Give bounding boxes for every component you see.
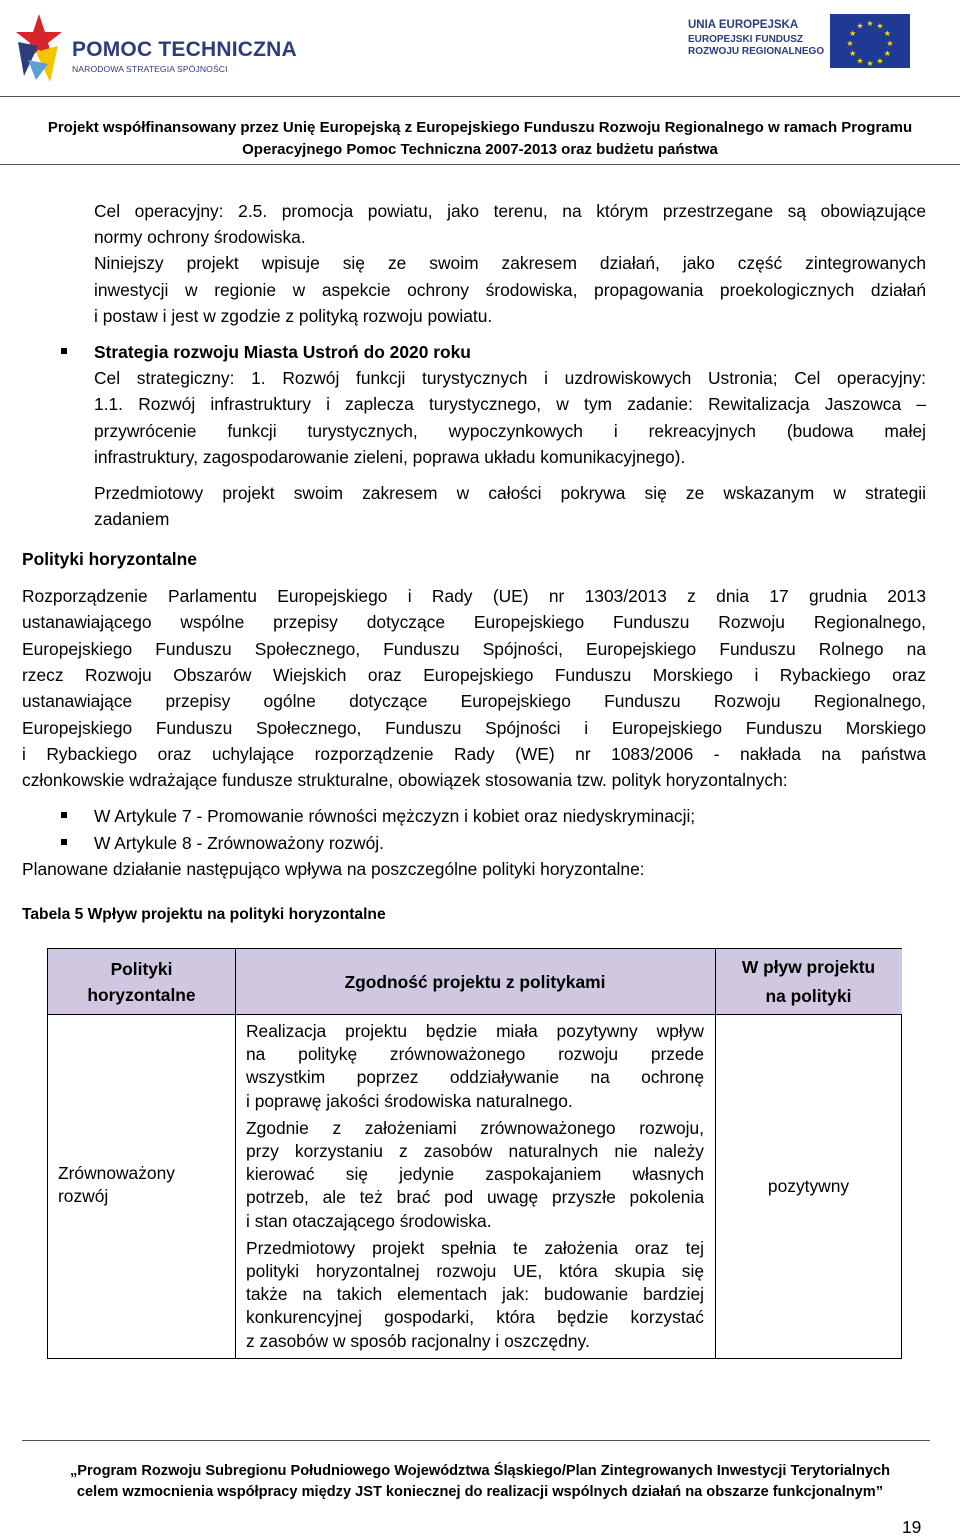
star-logo-icon <box>14 12 64 84</box>
table-row-policy <box>58 1162 228 1208</box>
svg-text:★: ★ <box>876 56 884 66</box>
para3-line3: także na takich elementach jak: budowanie bardziej <box>246 1284 704 1305</box>
regulation-line2: ustanawiającego wspólne przepisy dotyczące Europejskiego Funduszu Rozwoju Regionalnego, <box>22 612 926 632</box>
eu-text-line2: EUROPEJSKI FUNDUSZ <box>688 34 804 45</box>
eu-text-line3: ROZWOJU REGIONALNEGO <box>688 46 825 57</box>
svg-text:★: ★ <box>856 56 864 66</box>
eu-text-line1: UNIA EUROPEJSKA <box>688 19 799 31</box>
strategy-text-line2: 1.1. Rozwój infrastruktury i zaplecza turystycznego, w tym zadanie: Rewitalizacja Jaszowca – <box>94 394 926 414</box>
para3-line5: z zasobów w sposób racjonalny i oszczędny. <box>246 1330 590 1351</box>
table-header-impact <box>715 949 902 1014</box>
para1-line3: wszystkim poprzez oddziaływanie na ochronę <box>246 1067 704 1088</box>
footer-divider <box>22 1440 930 1441</box>
compliance-para-2 <box>246 1117 704 1233</box>
table-row-compliance <box>246 1020 704 1353</box>
table-header-policies <box>48 949 235 1014</box>
regulation-line6: Europejskiego Funduszu Społecznego, Funduszu Spójności i Europejskiego Funduszu Morskiego <box>22 718 926 738</box>
page-number: 19 <box>902 1517 922 1537</box>
para3-line1: Przedmiotowy projekt spełnia te założenia oraz tej <box>246 1237 704 1258</box>
svg-text:★: ★ <box>876 21 884 31</box>
table-header-rule <box>48 1014 901 1015</box>
regulation-line8: członkowskie wdrażające fundusze strukturalne, obowiązek stosowania tzw. polityk horyzontalnych: <box>22 770 788 790</box>
header-divider <box>0 96 960 97</box>
header-cofinancing-line2: Operacyjnego Pomoc Techniczna 2007-2013 oraz budżetu państwa <box>242 141 718 158</box>
para2-line5: i stan otaczającego środowiska. <box>246 1210 492 1231</box>
strategy-text-line3: przywrócenie funkcji turystycznych, wypoczynkowych i rekreacyjnych (budowa małej <box>94 421 926 441</box>
table-caption: Tabela 5 Wpływ projektu na polityki horyzontalne <box>22 906 386 923</box>
para2-line2: przy korzystaniu z zasobów naturalnych nie należy <box>246 1141 704 1162</box>
project-fit-line1: Niniejszy projekt wpisuje się ze swoim zakresem działań, jako część zintegrowanych <box>94 253 926 273</box>
table-header-compliance: Zgodność projektu z politykami <box>235 949 715 1014</box>
operational-goal-line1: Cel operacyjny: 2.5. promocja powiatu, jako terenu, na którym przestrzegane są obowiązujące <box>94 201 926 221</box>
table-col-rule-1 <box>235 949 236 1358</box>
compliance-para-3 <box>246 1237 704 1353</box>
svg-text:★: ★ <box>849 49 857 58</box>
regulation-line4: rzecz Rozwoju Obszarów Wiejskich oraz Europejskiego Funduszu Morskiego i Rybackiego oraz <box>22 665 926 685</box>
project-fit-line2: inwestycji w regionie w aspekcie ochrony środowiska, propagowania proekologicznych działań <box>94 280 926 300</box>
horizontal-policies-table <box>47 948 902 1359</box>
bullet-square-icon <box>61 812 67 818</box>
regulation-line1: Rozporządzenie Parlamentu Europejskiego i Rady (UE) nr 1303/2013 z dnia 17 grudnia 2013 <box>22 586 926 606</box>
svg-text:★: ★ <box>846 39 854 48</box>
table-col-rule-2 <box>715 949 716 1358</box>
footer-program-line2: celem wzmocnienia współpracy między JST koniecznej do realizacji wspólnych działań na obszarze funkcjonalnym” <box>76 1484 884 1500</box>
header-impact-line1: W pływ projektu <box>741 956 876 977</box>
para1-line2: na politykę zrównoważonego rozwoju przede <box>246 1044 704 1065</box>
bullet-article-7: W Artykule 7 - Promowanie równości mężczyzn i kobiet oraz niedyskryminacji; <box>94 806 696 826</box>
svg-text:★: ★ <box>856 21 864 31</box>
table-row-impact: pozytywny <box>767 1176 850 1196</box>
para2-line4: potrzeb, ale też brać pod uwagę przyszłe pokolenia <box>246 1187 704 1208</box>
header-cofinancing-line1: Projekt współfinansowany przez Unię Europejską z Europejskiego Funduszu Rozwoju Regionalnego w ramach Programu <box>47 119 913 136</box>
policy-line1: Zrównoważony <box>58 1163 175 1183</box>
coverage-line2: zadaniem <box>94 509 170 529</box>
para1-line1: Realizacja projektu będzie miała pozytywny wpływ <box>246 1021 704 1041</box>
para3-line4: konkurencyjnej gospodarki, która będzie korzystać <box>246 1307 704 1328</box>
strategy-text-line4: infrastruktury, zagospodarowanie zieleni, poprawa układu komunikacyjnego). <box>94 447 686 467</box>
svg-text:★: ★ <box>886 39 894 48</box>
eu-flag-icon <box>830 14 910 68</box>
compliance-para-1 <box>246 1020 704 1113</box>
logo-subtitle: NARODOWA STRATEGIA SPÓJNOŚCI <box>72 64 228 74</box>
para1-line4: i poprawę jakości środowiska naturalnego. <box>246 1090 573 1111</box>
header-policies-line2: horyzontalne <box>87 984 196 1005</box>
svg-text:★: ★ <box>883 29 891 38</box>
para3-line2: polityki horyzontalnej rozwoju UE, która skupia się <box>246 1261 704 1282</box>
pomoc-techniczna-logo <box>14 12 297 84</box>
regulation-line3: Europejskiego Funduszu Społecznego, Funduszu Spójności, Europejskiego Funduszu Rolnego na <box>22 639 926 659</box>
impact-intro: Planowane działanie następująco wpływa na poszczególne polityki horyzontalne: <box>22 859 645 879</box>
bullet-article-8: W Artykule 8 - Zrównoważony rozwój. <box>94 833 384 853</box>
logo-title: POMOC TECHNICZNA <box>72 38 297 61</box>
header-divider-bottom <box>0 164 960 165</box>
bullet-square-icon <box>61 839 67 845</box>
header-impact-line2: na polityki <box>765 985 852 1006</box>
bullet-square-icon <box>61 348 67 354</box>
svg-text:★: ★ <box>866 59 874 68</box>
section-heading: Polityki horyzontalne <box>22 549 197 569</box>
regulation-line5: ustanawiające przepisy ogólne dotyczące Europejskiego Funduszu Rozwoju Regionalnego, <box>22 691 926 711</box>
regulation-line7: i Rybackiego oraz uchylające rozporządzenie Rady (WE) nr 1083/2006 - nakłada na państwa <box>22 744 926 764</box>
svg-text:★: ★ <box>883 49 891 58</box>
policy-line2: rozwój <box>58 1186 109 1207</box>
footer-program-line1: „Program Rozwoju Subregionu Południowego Województwa Śląskiego/Plan Zintegrowanych Inwestycji Terytorialnych <box>69 1463 891 1479</box>
strategy-heading: Strategia rozwoju Miasta Ustroń do 2020 roku <box>94 342 471 362</box>
coverage-line1: Przedmiotowy projekt swoim zakresem w całości pokrywa się ze wskazanym w strategii <box>94 483 926 503</box>
svg-text:★: ★ <box>866 19 874 28</box>
svg-text:★: ★ <box>849 29 857 38</box>
para2-line3: kierować się jedynie zaspokajaniem własnych <box>246 1164 704 1185</box>
strategy-text-line1: Cel strategiczny: 1. Rozwój funkcji turystycznych i uzdrowiskowych Ustronia; Cel operacyjny: <box>94 368 926 388</box>
header-policies-line1: Polityki <box>110 958 173 979</box>
project-fit-line3: i postaw i jest w zgodzie z polityką rozwoju powiatu. <box>94 306 493 326</box>
eu-logo <box>688 14 912 68</box>
para2-line1: Zgodnie z założeniami zrównoważonego rozwoju, <box>246 1117 704 1138</box>
operational-goal-line2: normy ochrony środowiska. <box>94 227 306 247</box>
